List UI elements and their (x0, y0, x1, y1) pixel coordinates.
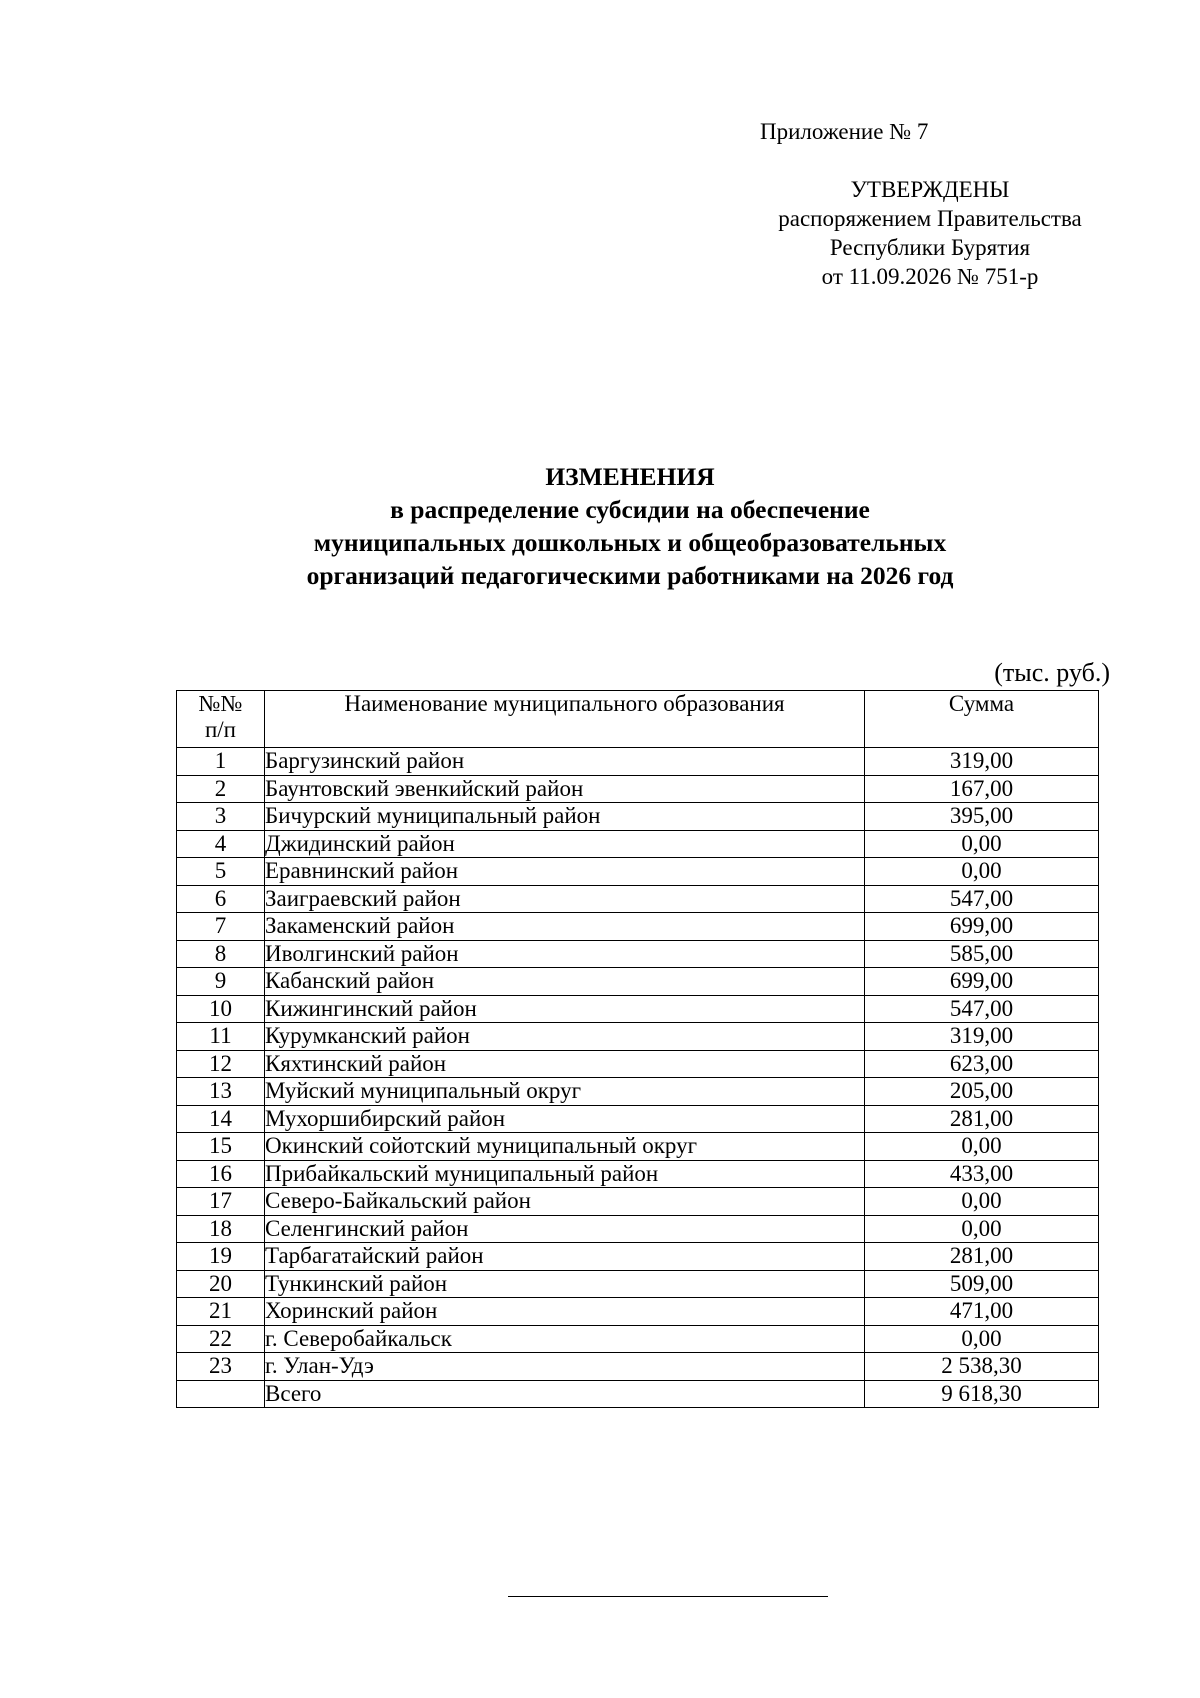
row-sum: 167,00 (865, 775, 1099, 803)
row-number: 3 (177, 803, 265, 831)
table-row (177, 885, 1099, 913)
row-name: Селенгинский район (265, 1215, 865, 1243)
row-name: Иволгинский район (265, 940, 865, 968)
row-sum: 699,00 (865, 913, 1099, 941)
title-line: ИЗМЕНЕНИЯ (545, 462, 715, 491)
row-sum: 0,00 (865, 1188, 1099, 1216)
row-sum: 2 538,30 (865, 1353, 1099, 1381)
row-number: 15 (177, 1133, 265, 1161)
row-name: Хоринский район (265, 1298, 865, 1326)
total-label: Всего (265, 1380, 865, 1408)
row-name: Баргузинский район (265, 748, 865, 776)
total-number (177, 1380, 265, 1408)
row-name: Баунтовский эвенкийский район (265, 775, 865, 803)
unit-label: (тыс. руб.) (994, 658, 1110, 687)
table-row (177, 913, 1099, 941)
row-sum: 547,00 (865, 995, 1099, 1023)
row-name: Джидинский район (265, 830, 865, 858)
table-row (177, 1298, 1099, 1326)
row-sum: 319,00 (865, 748, 1099, 776)
row-name: Окинский сойотский муниципальный округ (265, 1133, 865, 1161)
row-sum: 433,00 (865, 1160, 1099, 1188)
table-row (177, 1188, 1099, 1216)
row-sum: 471,00 (865, 1298, 1099, 1326)
row-sum: 0,00 (865, 858, 1099, 886)
title-line: муниципальных дошкольных и общеобразовательных (313, 528, 947, 557)
approval-line: УТВЕРЖДЕНЫ (850, 177, 1010, 202)
row-number: 19 (177, 1243, 265, 1271)
row-name: Кижингинский район (265, 995, 865, 1023)
row-number: 6 (177, 885, 265, 913)
header-sum: Сумма (865, 691, 1099, 748)
header-num-line2: п/п (204, 717, 236, 742)
table-row (177, 1078, 1099, 1106)
table-row (177, 1133, 1099, 1161)
row-name: Заиграевский район (265, 885, 865, 913)
row-number: 16 (177, 1160, 265, 1188)
approval-line: Республики Бурятия (829, 235, 1031, 260)
table-row (177, 775, 1099, 803)
table-row (177, 1215, 1099, 1243)
row-number: 7 (177, 913, 265, 941)
title-line: в распределение субсидии на обеспечение (390, 495, 870, 524)
row-sum: 0,00 (865, 1215, 1099, 1243)
appendix-label: Приложение № 7 (760, 119, 929, 144)
row-sum: 281,00 (865, 1105, 1099, 1133)
row-name: Еравнинский район (265, 858, 865, 886)
row-number: 18 (177, 1215, 265, 1243)
row-sum: 0,00 (865, 830, 1099, 858)
total-row (177, 1380, 1099, 1408)
row-name: Тункинский район (265, 1270, 865, 1298)
row-number: 21 (177, 1298, 265, 1326)
approval-block (740, 175, 1120, 291)
table-row (177, 830, 1099, 858)
table-row (177, 1270, 1099, 1298)
row-name: Кабанский район (265, 968, 865, 996)
row-number: 14 (177, 1105, 265, 1133)
row-number: 11 (177, 1023, 265, 1051)
row-number: 2 (177, 775, 265, 803)
row-number: 10 (177, 995, 265, 1023)
document-title (150, 460, 1110, 592)
row-sum: 281,00 (865, 1243, 1099, 1271)
row-name: Северо-Байкальский район (265, 1188, 865, 1216)
row-name: Кяхтинский район (265, 1050, 865, 1078)
row-number: 20 (177, 1270, 265, 1298)
row-number: 5 (177, 858, 265, 886)
row-sum: 699,00 (865, 968, 1099, 996)
row-number: 4 (177, 830, 265, 858)
row-sum: 623,00 (865, 1050, 1099, 1078)
table-row (177, 968, 1099, 996)
table-row (177, 1050, 1099, 1078)
title-line: организаций педагогическими работниками на 2026 год (306, 561, 954, 590)
subsidy-table (176, 690, 1099, 1408)
header-num-line1: №№ (198, 691, 243, 716)
row-sum: 0,00 (865, 1133, 1099, 1161)
row-sum: 319,00 (865, 1023, 1099, 1051)
row-sum: 205,00 (865, 1078, 1099, 1106)
row-number: 9 (177, 968, 265, 996)
table-row (177, 748, 1099, 776)
row-name: г. Улан-Удэ (265, 1353, 865, 1381)
header-num (177, 691, 265, 748)
row-name: Бичурский муниципальный район (265, 803, 865, 831)
row-sum: 509,00 (865, 1270, 1099, 1298)
table-row (177, 995, 1099, 1023)
row-sum: 395,00 (865, 803, 1099, 831)
total-sum: 9 618,30 (865, 1380, 1099, 1408)
table-row (177, 1353, 1099, 1381)
row-number: 8 (177, 940, 265, 968)
table-row (177, 1023, 1099, 1051)
row-sum: 547,00 (865, 885, 1099, 913)
row-name: Тарбагатайский район (265, 1243, 865, 1271)
table-row (177, 803, 1099, 831)
table-row (177, 940, 1099, 968)
table-row (177, 1160, 1099, 1188)
header-name: Наименование муниципального образования (265, 691, 865, 748)
row-name: Курумканский район (265, 1023, 865, 1051)
row-number: 23 (177, 1353, 265, 1381)
approval-line: распоряжением Правительства (778, 206, 1082, 231)
row-name: г. Северобайкальск (265, 1325, 865, 1353)
table-row (177, 1325, 1099, 1353)
row-sum: 0,00 (865, 1325, 1099, 1353)
table-row (177, 1243, 1099, 1271)
row-sum: 585,00 (865, 940, 1099, 968)
row-number: 12 (177, 1050, 265, 1078)
footer-divider (508, 1596, 828, 1597)
row-name: Муйский муниципальный округ (265, 1078, 865, 1106)
table-row (177, 1105, 1099, 1133)
row-name: Мухоршибирский район (265, 1105, 865, 1133)
table-header-row (177, 691, 1099, 748)
row-number: 22 (177, 1325, 265, 1353)
approval-line: от 11.09.2026 № 751-р (821, 264, 1039, 289)
row-name: Закаменский район (265, 913, 865, 941)
row-name: Прибайкальский муниципальный район (265, 1160, 865, 1188)
row-number: 13 (177, 1078, 265, 1106)
row-number: 1 (177, 748, 265, 776)
row-number: 17 (177, 1188, 265, 1216)
table-body (177, 748, 1099, 1408)
table-row (177, 858, 1099, 886)
